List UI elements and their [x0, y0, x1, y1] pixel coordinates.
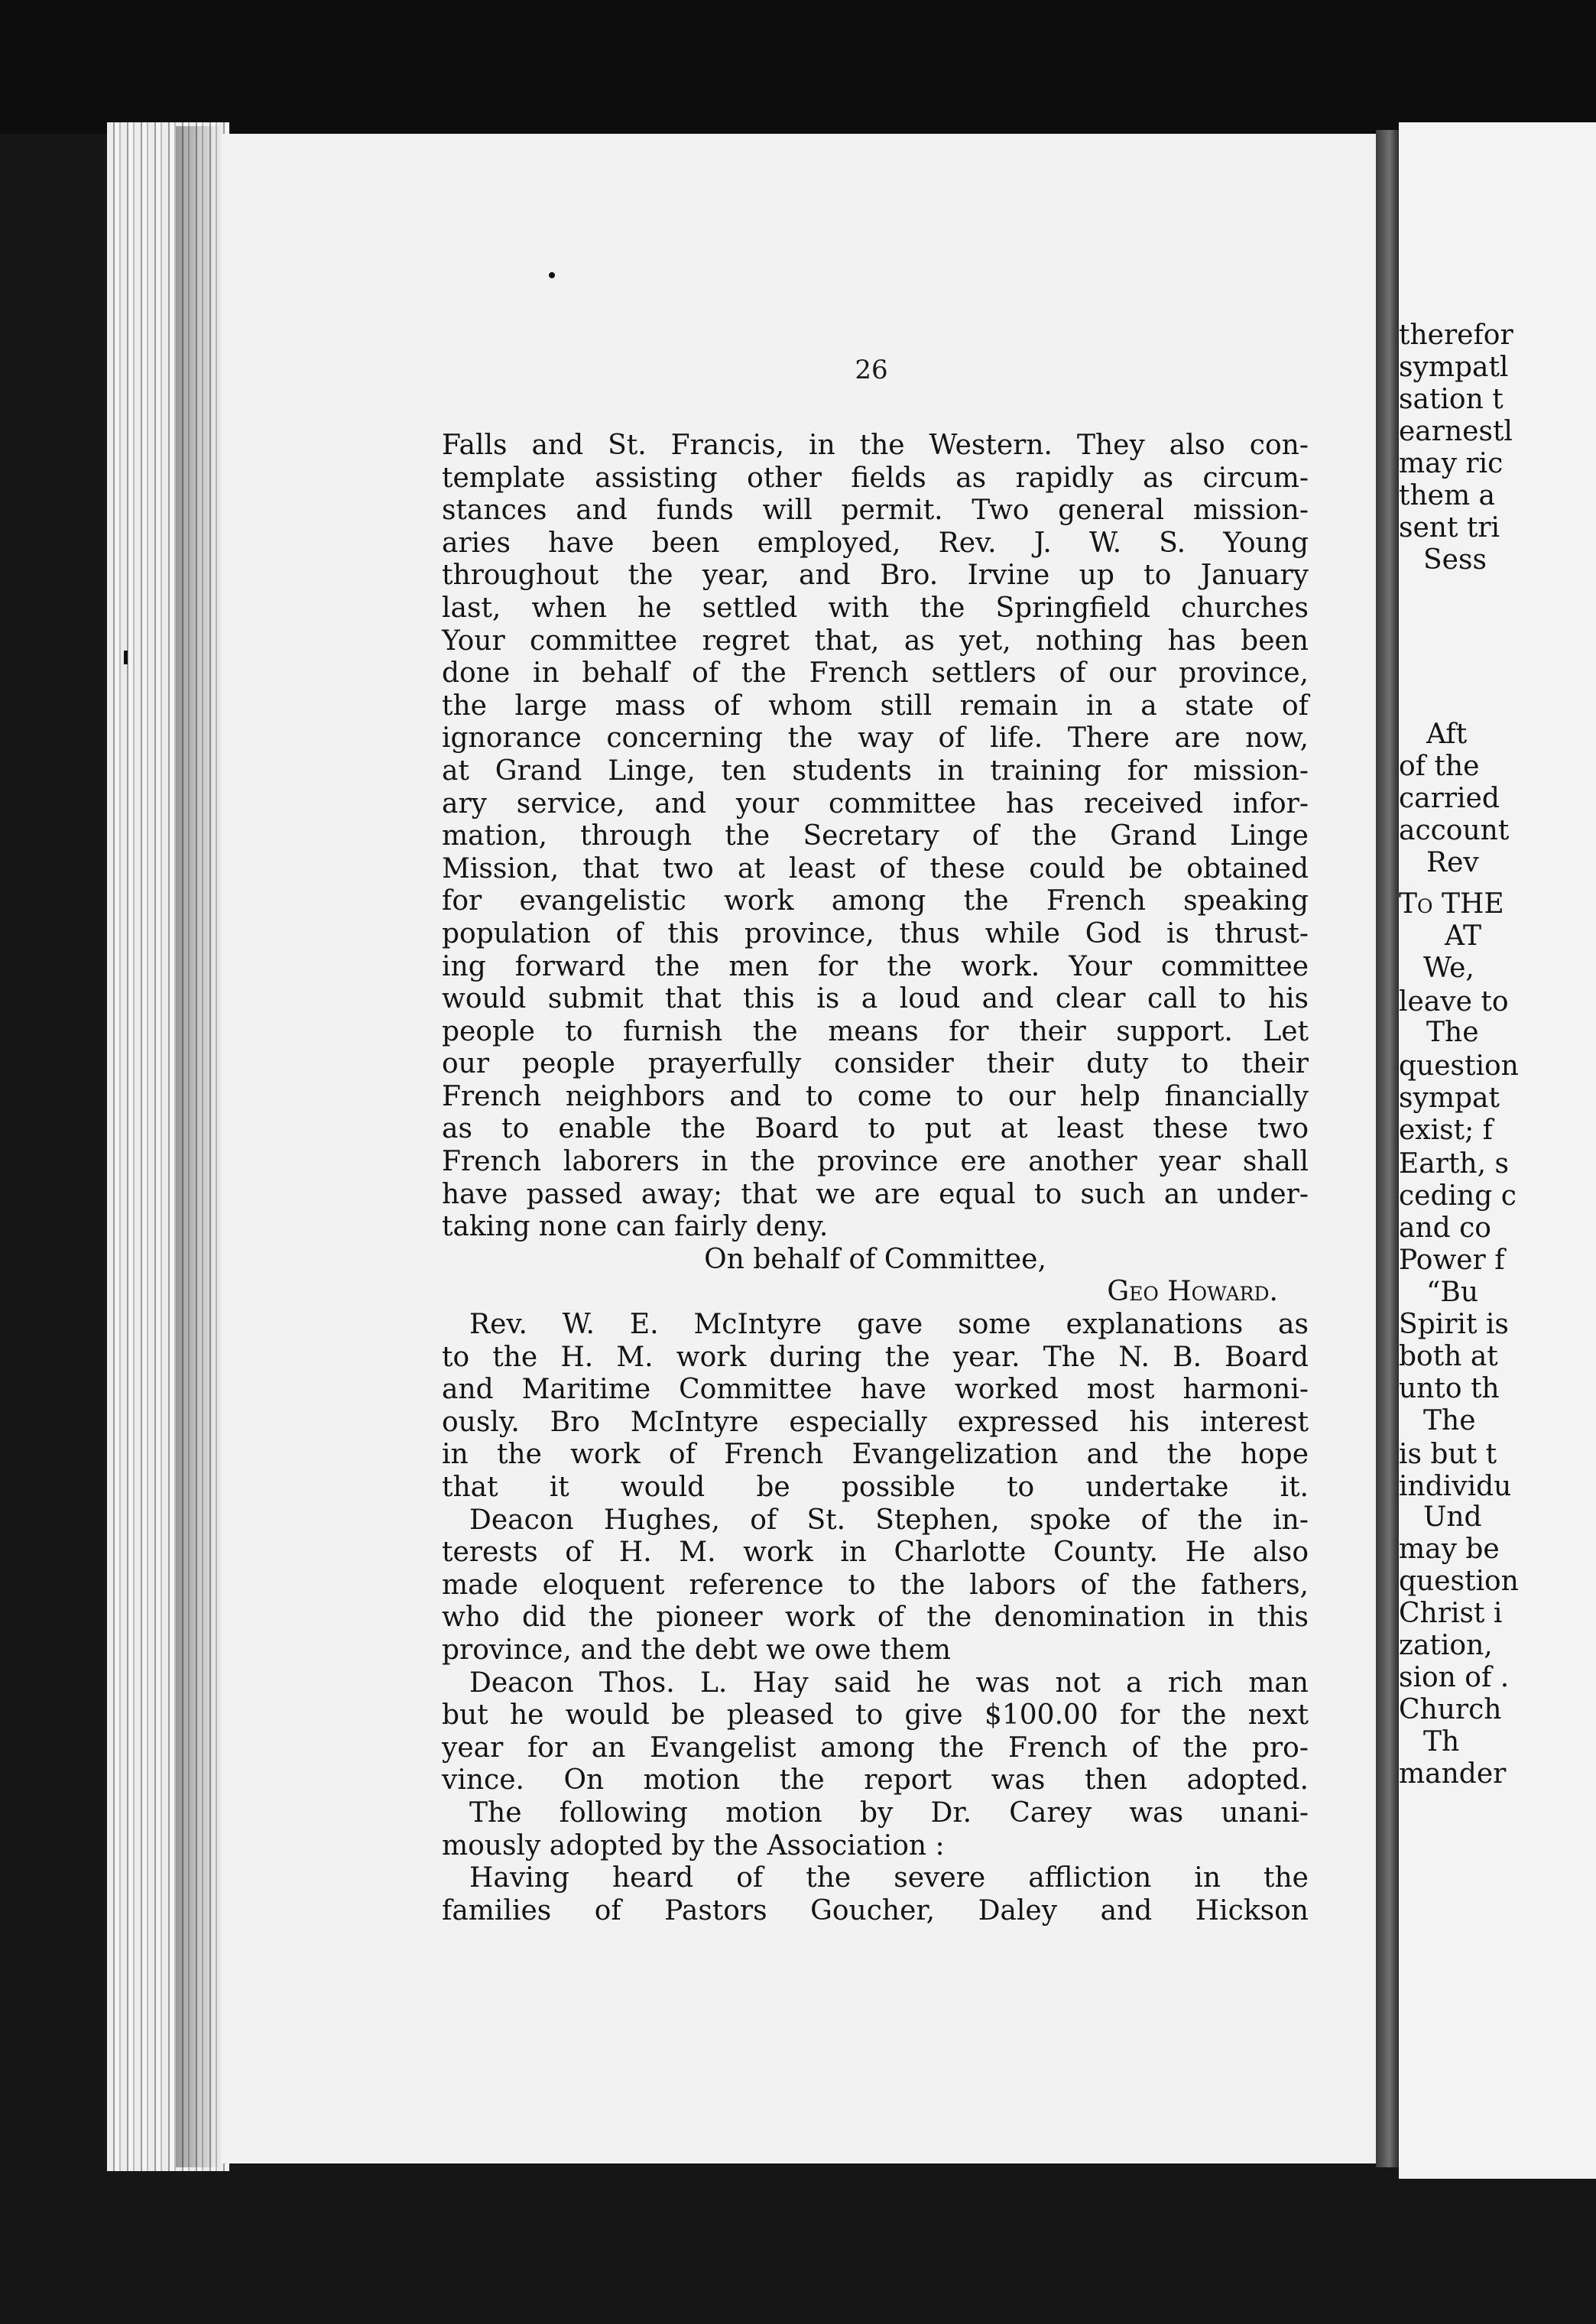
fragment-line: and co: [1399, 1212, 1491, 1244]
scan-background: [0, 0, 1596, 134]
text-line: population of this province, thus while God is thrust-: [442, 917, 1309, 949]
text-line: have passed away; that we are equal to such an under-: [442, 1178, 1309, 1210]
text-line: as to enable the Board to put at least these two: [442, 1113, 1309, 1145]
fragment-line: both at: [1399, 1341, 1498, 1372]
text-line: Deacon Hughes, of St. Stephen, spoke of the in-: [469, 1504, 1309, 1536]
fragment-line: Church: [1399, 1694, 1502, 1725]
text-line: our people prayerfully consider their duty to their: [442, 1048, 1309, 1080]
fragment-line: unto th: [1399, 1373, 1500, 1404]
text-line: ing forward the men for the work. Your committee: [442, 950, 1309, 982]
text-line: people to furnish the means for their support. Let: [442, 1015, 1309, 1047]
fragment-line: question: [1399, 1566, 1519, 1597]
text-line: mously adopted by the Association :: [442, 1829, 945, 1861]
fragment-line: sympat: [1399, 1082, 1500, 1114]
text-line: ary service, and your committee has received infor-: [442, 787, 1309, 820]
page-number: 26: [855, 355, 888, 385]
fragment-line: Spirit is: [1399, 1309, 1509, 1340]
fragment-line: leave to: [1399, 986, 1509, 1018]
fragment-line: To THE: [1399, 888, 1504, 920]
spine-shadow: [176, 126, 222, 2167]
fragment-line: may be: [1399, 1534, 1500, 1565]
text-line: and Maritime Committee have worked most harmoni-: [442, 1374, 1309, 1406]
text-line: French neighbors and to come to our help financially: [442, 1080, 1309, 1112]
text-line: mation, through the Secretary of the Grand Linge: [442, 820, 1309, 852]
fragment-line: mander: [1399, 1758, 1507, 1790]
text-line: last, when he settled with the Springfield churches: [442, 592, 1309, 624]
fragment-line: The: [1423, 1405, 1476, 1436]
text-line: French laborers in the province ere another year shall: [442, 1146, 1309, 1178]
text-line: vince. On motion the report was then adopted.: [442, 1764, 1309, 1797]
ink-dot-mark: [549, 272, 555, 278]
text-line: Having heard of the severe affliction in the: [469, 1862, 1309, 1894]
text-line: stances and funds will permit. Two general mission-: [442, 495, 1309, 527]
text-line: done in behalf of the French settlers of our province,: [442, 657, 1309, 690]
text-line: template assisting other fields as rapidly as circum-: [442, 462, 1309, 494]
fragment-line: zation,: [1399, 1630, 1493, 1661]
fragment-line: individu: [1399, 1471, 1512, 1502]
text-line: Rev. W. E. McIntyre gave some explanations as: [469, 1309, 1309, 1341]
fragment-line: The: [1426, 1017, 1479, 1048]
fragment-line: Earth, s: [1399, 1148, 1509, 1180]
text-line: Geo Howard.: [1107, 1276, 1278, 1308]
text-line: Mission, that two at least of these could be obtained: [442, 852, 1309, 884]
text-line: for evangelistic work among the French speaking: [442, 885, 1309, 917]
text-line: aries have been employed, Rev. J. W. S. Young: [442, 527, 1309, 559]
text-line: to the H. M. work during the year. The N. B. Board: [442, 1341, 1309, 1373]
fragment-line: of the: [1399, 751, 1480, 782]
fragment-line: ceding c: [1399, 1180, 1517, 1212]
fragment-line: sion of .: [1399, 1662, 1510, 1693]
ink-tick-mark: [124, 651, 128, 664]
fragment-line: therefor: [1399, 320, 1513, 351]
text-line: would submit that this is a loud and clear call to his: [442, 983, 1309, 1015]
right-page: [1399, 122, 1596, 2179]
fragment-line: Und: [1423, 1501, 1482, 1533]
text-line: families of Pastors Goucher, Daley and Hickson: [442, 1894, 1309, 1926]
text-line: throughout the year, and Bro. Irvine up to January: [442, 560, 1309, 592]
text-line: On behalf of Committee,: [704, 1243, 1046, 1275]
text-line: year for an Evangelist among the French of the pro-: [442, 1732, 1309, 1764]
fragment-line: Sess: [1423, 544, 1487, 576]
left-page-text: [442, 430, 1309, 1927]
text-line: made eloquent reference to the labors of the fathers,: [442, 1569, 1309, 1601]
text-line: the large mass of whom still remain in a state of: [442, 690, 1309, 722]
fragment-line: “Bu: [1426, 1277, 1479, 1308]
text-line: The following motion by Dr. Carey was unani-: [469, 1797, 1309, 1829]
fragment-line: them a: [1399, 480, 1495, 511]
text-line: Deacon Thos. L. Hay said he was not a rich man: [469, 1667, 1309, 1699]
text-line: taking none can fairly deny.: [442, 1211, 829, 1243]
fragment-line: Aft: [1426, 719, 1468, 750]
text-line: in the work of French Evangelization and the hope: [442, 1439, 1309, 1471]
fragment-line: question: [1399, 1050, 1519, 1082]
fragment-line: sation t: [1399, 384, 1504, 415]
text-line: terests of H. M. work in Charlotte County. He also: [442, 1537, 1309, 1569]
book-gutter: [1376, 130, 1399, 2167]
text-line: province, and the debt we owe them: [442, 1634, 952, 1666]
text-line: that it would be possible to undertake it.: [442, 1472, 1309, 1503]
fragment-line: earnestl: [1399, 416, 1513, 447]
text-line: Your committee regret that, as yet, nothing has been: [442, 625, 1309, 657]
fragment-line: exist; f: [1399, 1115, 1493, 1146]
text-line: ously. Bro McIntyre especially expressed his interest: [442, 1406, 1309, 1438]
fragment-line: is but t: [1399, 1439, 1497, 1470]
fragment-line: carried: [1399, 783, 1500, 814]
fragment-line: sympatl: [1399, 352, 1509, 383]
fragment-line: account: [1399, 815, 1510, 846]
fragment-line: We,: [1423, 953, 1474, 984]
text-line: ignorance concerning the way of life. There are now,: [442, 722, 1309, 755]
fragment-line: Rev: [1426, 847, 1479, 878]
fragment-line: Christ i: [1399, 1598, 1503, 1629]
fragment-line: sent tri: [1399, 512, 1500, 544]
text-line: Falls and St. Francis, in the Western. They also con-: [442, 430, 1309, 461]
text-line: who did the pioneer work of the denomination in this: [442, 1602, 1309, 1634]
fragment-line: Power f: [1399, 1245, 1505, 1276]
text-line: at Grand Linge, ten students in training for mission-: [442, 755, 1309, 787]
text-line: but he would be pleased to give $100.00 for the next: [442, 1699, 1309, 1732]
fragment-line: AT: [1445, 920, 1482, 952]
fragment-line: may ric: [1399, 448, 1504, 479]
fragment-line: Th: [1423, 1726, 1460, 1758]
